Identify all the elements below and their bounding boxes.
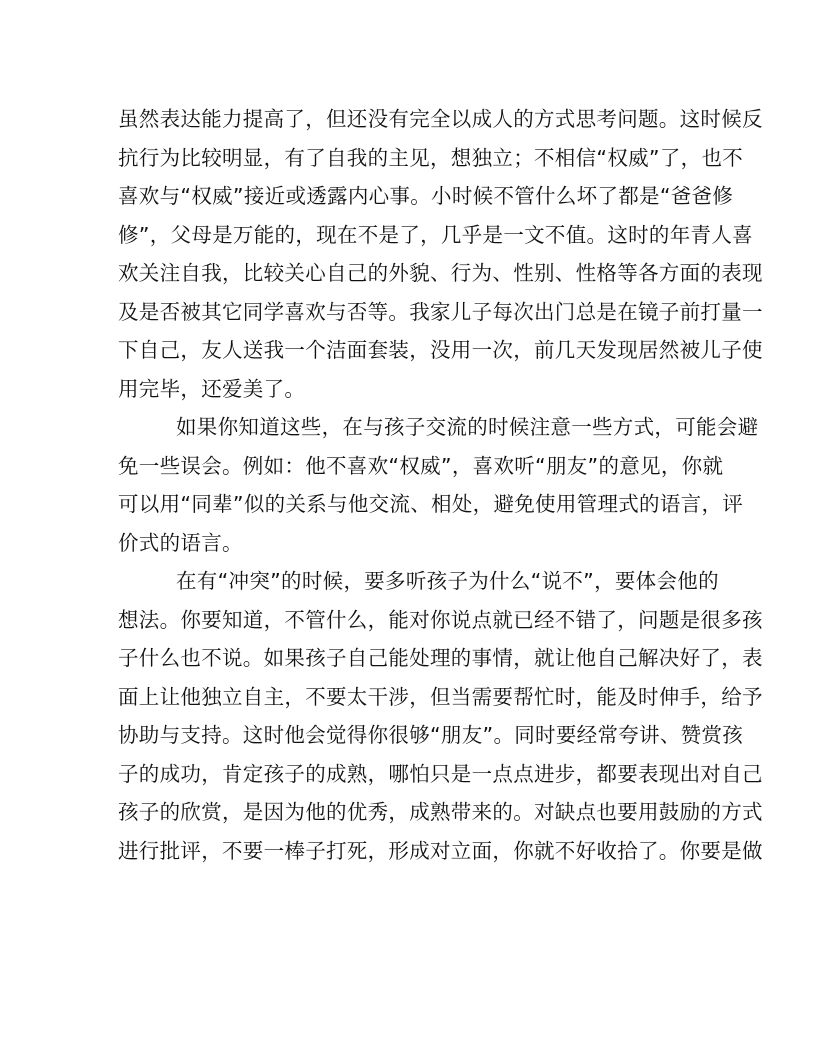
text-line: 子什么也不说。如果孩子自己能处理的事情，就让他自己解决好了，表 [118, 646, 763, 670]
paragraph-1 [118, 100, 763, 408]
text-line: 在有“冲突”的时候，要多听孩子为什么“说不”，要体会他的 [176, 569, 719, 593]
text-line: 进行批评，不要一棒子打死，形成对立面，你就不好收拾了。你要是做 [118, 838, 763, 863]
text-line: 抗行为比较明显，有了自我的主见，想独立；不相信“权威”了，也不 [118, 145, 744, 170]
text-line: 欢关注自我，比较关心自己的外貌、行为、性别、性格等各方面的表现 [118, 261, 763, 285]
paragraph-3 [118, 562, 763, 870]
text-line: 如果你知道这些，在与孩子交流的时候注意一些方式，可能会避 [176, 415, 759, 439]
text-line: 虽然表达能力提高了，但还没有完全以成人的方式思考问题。这时候反 [118, 107, 763, 131]
text-line: 及是否被其它同学喜欢与否等。我家儿子每次出门总是在镜子前打量一 [118, 299, 763, 324]
text-line: 用完毕，还爱美了。 [118, 376, 306, 401]
text-line: 协助与支持。这时他会觉得你很够“朋友”。同时要经常夸讲、赞赏孩 [118, 723, 744, 747]
text-line: 喜欢与“权威”接近或透露内心事。小时候不管什么坏了都是“爸爸修 [118, 184, 734, 208]
text-line: 修”，父母是万能的，现在不是了，几乎是一文不值。这时的年青人喜 [118, 222, 753, 247]
paragraph-2 [118, 408, 759, 562]
document-body [118, 100, 763, 870]
text-line: 孩子的欣赏，是因为他的优秀，成熟带来的。对缺点也要用鼓励的方式 [118, 800, 763, 824]
text-line: 面上让他独立自主，不要太干涉，但当需要帮忙时，能及时伸手，给予 [118, 684, 763, 709]
text-line: 下自己，友人送我一个洁面套装，没用一次，前几天发现居然被儿子使 [118, 338, 763, 362]
text-line: 可以用“同辈”似的关系与他交流、相处，避免使用管理式的语言，评 [118, 492, 744, 516]
text-line: 子的成功，肯定孩子的成熟，哪怕只是一点点进步，都要表现出对自己 [118, 761, 763, 786]
text-line: 价式的语言。 [118, 530, 243, 555]
text-line: 免一些误会。例如：他不喜欢“权威”，喜欢听“朋友”的意见，你就 [118, 453, 724, 478]
text-line: 想法。你要知道，不管什么，能对你说点就已经不错了，问题是很多孩 [118, 607, 763, 632]
